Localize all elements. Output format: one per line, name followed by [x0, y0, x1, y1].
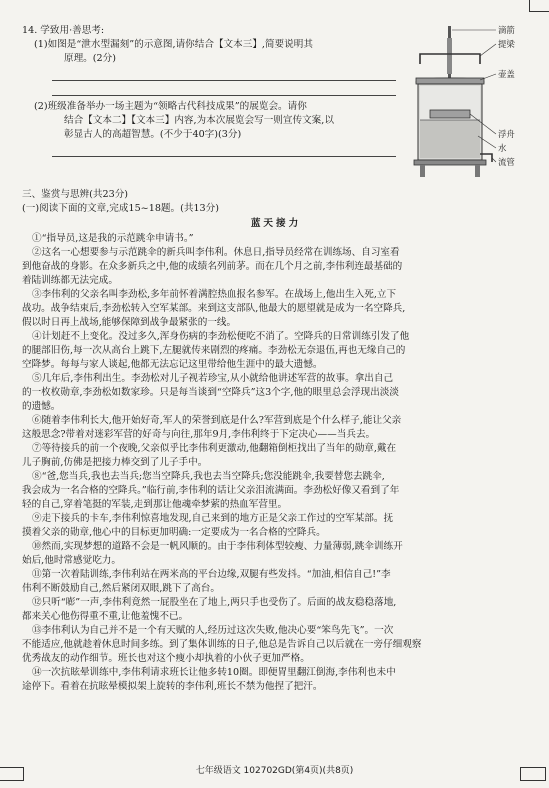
reading-instruction: (一)阅读下面的文章,完成15~18题。(共13分) [22, 203, 219, 214]
label-lid: 壶盖 [498, 69, 515, 79]
question-14-part1-line2: 原理。(2分) [64, 53, 116, 64]
paragraph-line: 伟利不断鼓励自己,然后紧闭双眼,跳下了高台。 [22, 583, 220, 594]
paragraph-line: ⑧“爸,您当兵,我也去当兵;您当空降兵,我也去当空降兵;您没能跳伞,我要替您去跳伞, [32, 471, 385, 482]
question-14 [22, 24, 530, 184]
paragraph-line: ⑪第一次着陆训练,李伟利站在两米高的平台边缘,双腿有些发抖。“加油,相信自己!”李 [32, 569, 391, 580]
question-14-part2-line1: (2)班级准备举办一场主题为“领略古代科技成果”的展览会。请你 [34, 101, 307, 112]
paragraph-line: 始后,他时常感觉吃力。 [22, 555, 121, 566]
paragraph-line: 都来关心他伤得重不重,让他羞愧不已。 [22, 611, 189, 622]
paragraph-line: 假以时日再上战场,能够保障到战争最紧张的一线。 [22, 317, 237, 328]
paragraph-line: ④计划赶不上变化。没过多久,浑身伤病的李劲松便吃不消了。空降兵的日常训练引发了他 [32, 331, 410, 342]
paragraph-line: ①“指导员,这是我的示范跳伞申请书。” [32, 233, 194, 244]
answer-line-1[interactable] [52, 66, 396, 81]
article-paragraph [22, 414, 530, 442]
question-14-part2-line3: 彰显古人的高超智慧。(不少于40字)(3分) [64, 129, 242, 140]
paragraph-line: 优秀战友的动作细节。班长也对这个瘦小却执着的小伙子更加严格。 [22, 653, 310, 664]
article-body [22, 232, 530, 694]
corner-mark-top-right [529, 0, 549, 12]
paragraph-line: 轻的自己,穿着笔挺的军装,走到那让他魂牵梦萦的热血军营里。 [22, 499, 288, 510]
question-14-text [22, 24, 400, 184]
label-pipe: 流管 [498, 157, 515, 167]
article-paragraph [22, 666, 530, 694]
page-footer: 七年级语文 102702GD(第4页)(共8页) [195, 766, 354, 776]
leak-clock-figure [400, 24, 530, 184]
label-handle: 提梁 [498, 39, 515, 49]
paragraph-line: 空降梦。每每与家人谈起,他都无法忘记这里带给他生涯中的最大遗憾。 [22, 359, 323, 370]
paragraph-line: ⑩然而,实现梦想的道路不会是一帆风顺的。由于李伟利体型较瘦、力量薄弱,跳伞训练开 [32, 541, 403, 552]
article-paragraph [22, 568, 530, 596]
article-title: 蓝天接力 [250, 218, 302, 229]
article-paragraph [22, 232, 530, 246]
section-heading: 三、鉴赏与思辨(共23分) [22, 189, 129, 200]
paragraph-line: 的遗憾。 [22, 401, 61, 412]
paragraph-line: 到他奋战的身影。在众多新兵之中,他的成绩名列前茅。而在几个月之前,李伟利连最基础的 [22, 261, 403, 272]
article-paragraph [22, 470, 530, 512]
article-paragraph [22, 288, 530, 330]
paragraph-line: 儿子胸前,仿佛是把接力棒交到了儿子手中。 [22, 457, 208, 468]
article-paragraph [22, 624, 530, 666]
paragraph-line: ⑤几年后,李伟利出生。李劲松对儿子视若珍宝,从小就给他讲述军营的故事。拿出自己 [32, 373, 394, 384]
paragraph-line: 不能适应,他就趁着休息时间多练。到了集体训练的日子,他总是告诉自己以后就在一旁仔细观察 [22, 639, 422, 650]
article-paragraph [22, 372, 530, 414]
label-float: 浮舟 [498, 129, 515, 139]
paragraph-line: ⑭一次抗眩晕训练中,李伟利请求班长让他多转10圈。即便胃里翻江倒海,李伟利也未中 [32, 667, 396, 678]
paragraph-line: 我会成为一名合格的空降兵。”临行前,李伟利的话让父亲泪流满面。李劲松好像又看到了年 [22, 485, 400, 496]
paragraph-line: 的一枚枚勋章,李劲松如数家珍。只是每当谈到“空降兵”这3个字,他的眼里总会浮现出淡淡 [22, 387, 399, 398]
paragraph-line: ⑫只听“嘭”一声,李伟利竟然一屁股坐在了地上,两只手也受伤了。后面的战友稳稳落地, [32, 597, 397, 608]
paragraph-line: 这般思念?带着对迷彩军营的好奇与向往,那年9月,李伟利终于下定决心——当兵去。 [22, 429, 376, 440]
paragraph-line: ⑥随着李伟利长大,他开始好奇,军人的荣誉到底是什么?军营到底是个什么样子,能让父亲 [32, 415, 402, 426]
article-paragraph [22, 246, 530, 288]
article-paragraph [22, 330, 530, 372]
paragraph-line: 摸着父亲的勋章,他心中的目标更加明确:一定要成为一名合格的空降兵。 [22, 527, 326, 538]
paragraph-line: ⑨走下接兵的卡车,李伟利惊喜地发现,自己来到的地方正是父亲工作过的空军某部。抚 [32, 513, 394, 524]
answer-line-2[interactable] [52, 81, 396, 96]
exam-page [22, 24, 530, 694]
article-paragraph [22, 512, 530, 540]
paragraph-line: 着陆训练都无法完成。 [22, 275, 118, 286]
question-14-part1-line1: (1)如图是“泄水型漏刻”的示意图,请你结合【文本三】,简要说明其 [34, 39, 313, 50]
paragraph-line: 的腿部旧伤,每一次从高台上跳下,左腿就传来剧烈的疼痛。李劲松无奈退伍,再也无缘自己的 [22, 345, 406, 356]
label-arrow: 滴箭 [498, 25, 515, 35]
paragraph-line: ⑬李伟利认为自己并不是一个有天赋的人,经历过这次失败,他决心要“笨鸟先飞”。一次 [32, 625, 394, 636]
paragraph-line: 途停下。看着在抗眩晕模拟架上旋转的李伟利,班长不禁为他捏了把汗。 [22, 681, 323, 692]
answer-line-3[interactable] [52, 142, 396, 157]
paragraph-line: ③李伟利的父亲名叫李劲松,多年前怀着满腔热血报名参军。在战场上,他出生入死,立下 [32, 289, 397, 300]
article-paragraph [22, 540, 530, 568]
paragraph-line: 战功。战争结束后,李劲松转入空军某部。来到这支部队,他最大的愿望就是成为一名空降兵, [22, 303, 406, 314]
question-14-part2-line2: 结合【文本二】【文本三】内容,为本次展览会写一则宣传文案,以 [64, 115, 334, 126]
article-paragraph [22, 442, 530, 470]
article-paragraph [22, 596, 530, 624]
label-water: 水 [498, 143, 507, 153]
paragraph-line: ②这名一心想要参与示范跳伞的新兵叫李伟利。休息日,指导员经常在训练场、自习室看 [32, 247, 400, 258]
question-14-stem: 14. 学致用·善思考: [22, 25, 105, 36]
paragraph-line: ⑦等待接兵的前一个夜晚,父亲似乎比李伟利更激动,他翻箱倒柜找出了当年的勋章,戴在 [32, 443, 397, 454]
